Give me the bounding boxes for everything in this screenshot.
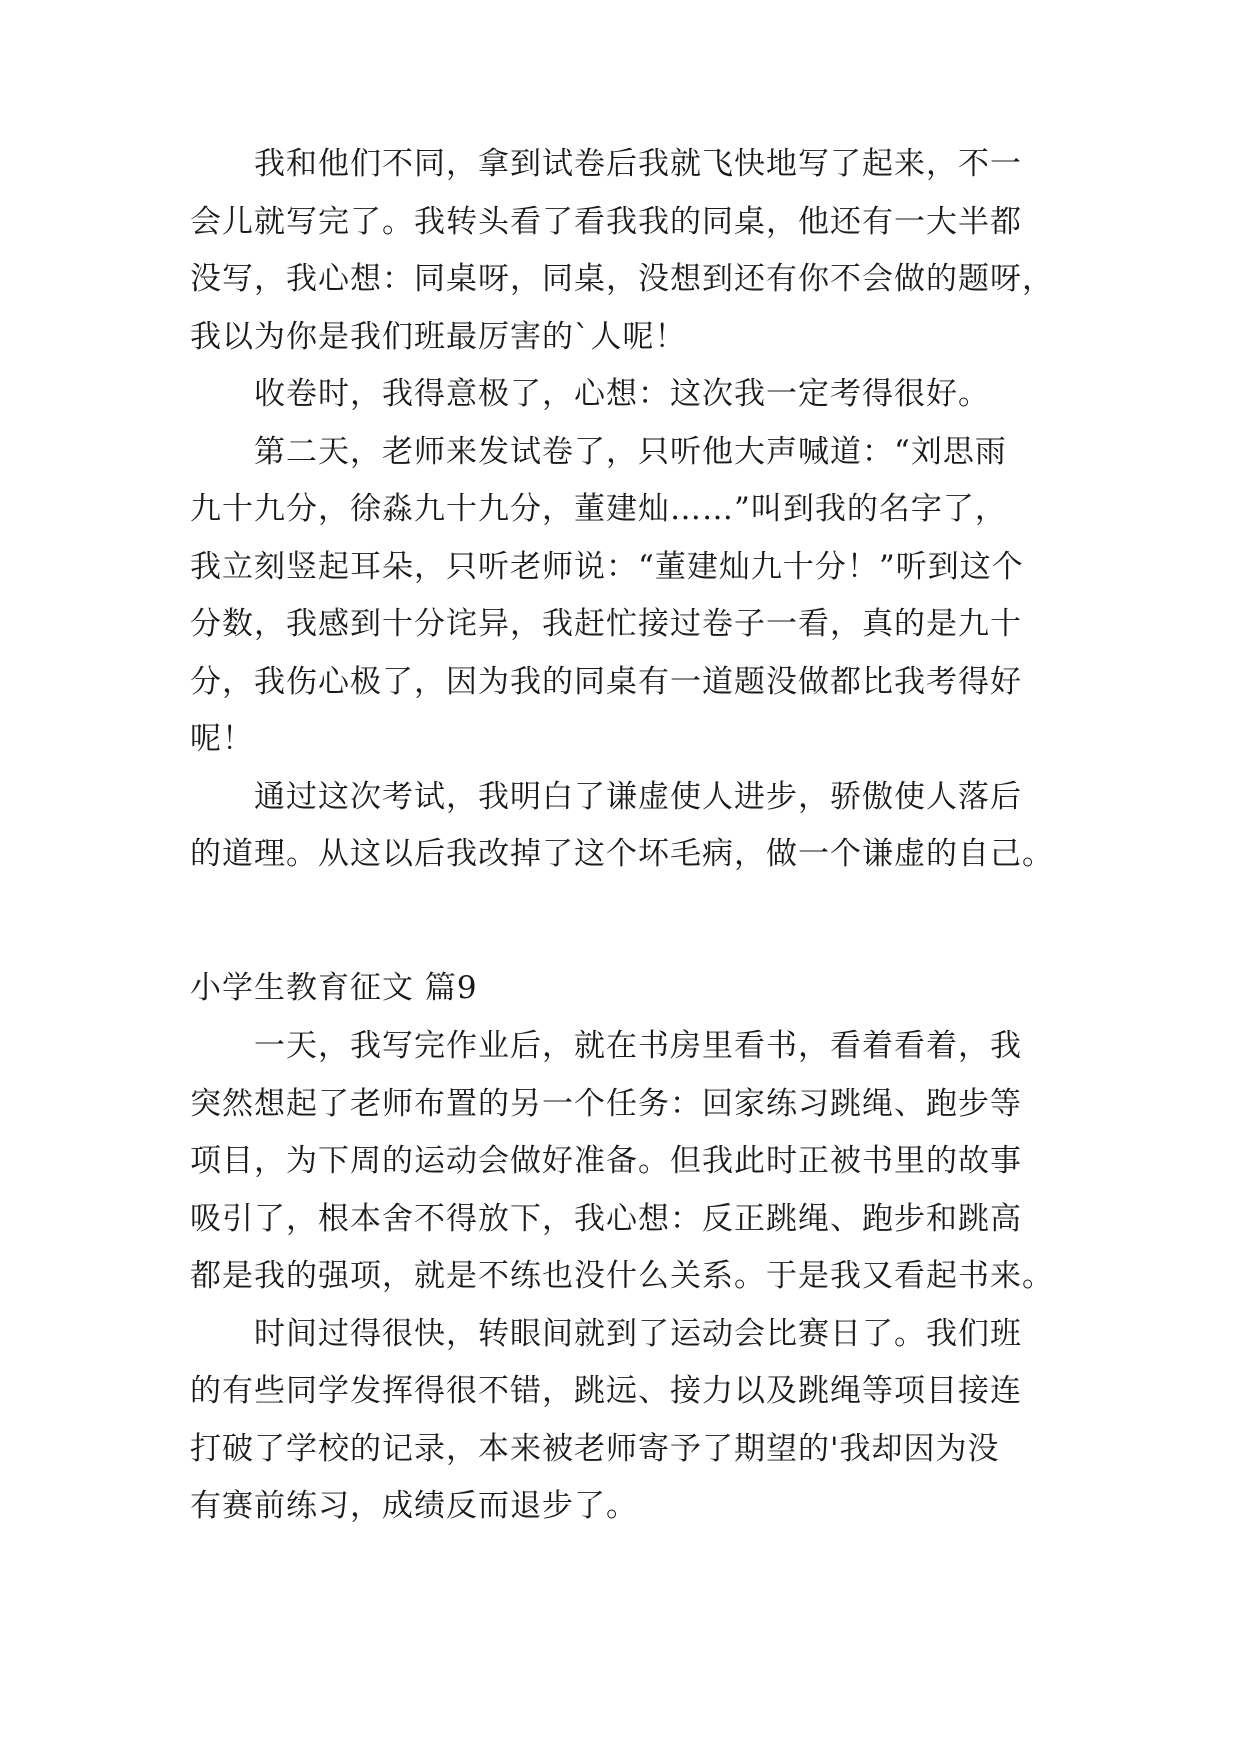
paragraph-line: 收卷时，我得意极了，心想：这次我一定考得很好。 — [254, 376, 990, 412]
paragraph-line: 的道理。从这以后我改掉了这个坏毛病，做一个谦虚的自己。 — [190, 836, 1054, 872]
paragraph-line: 呢！ — [190, 721, 254, 757]
paragraph-line: 打破了学校的记录，本来被老师寄予了期望的'我却因为没 — [190, 1430, 1000, 1467]
paragraph-line: 会儿就写完了。我转头看了看我我的同桌，他还有一大半都 — [190, 203, 1022, 240]
paragraph-line: 九十九分，徐淼九十九分，董建灿……”叫到我的名字了， — [190, 491, 1007, 527]
section-heading: 小学生教育征文 篇9 — [190, 970, 478, 1006]
paragraph-line: 通过这次考试，我明白了谦虚使人进步，骄傲使人落后 — [254, 778, 1022, 815]
paragraph-line: 项目，为下周的运动会做好准备。但我此时正被书里的故事 — [190, 1143, 1022, 1179]
paragraph-line: 都是我的强项，就是不练也没什么关系。于是我又看起书来。 — [190, 1258, 1054, 1294]
paragraph-line: 第二天，老师来发试卷了，只听他大声喊道：“刘思雨 — [254, 433, 1007, 470]
paragraph-line: 我以为你是我们班最厉害的`人呢！ — [190, 318, 687, 355]
paragraph-line: 分，我伤心极了，因为我的同桌有一道题没做都比我考得好 — [190, 663, 1022, 700]
paragraph-line: 吸引了，根本舍不得放下，我心想：反正跳绳、跑步和跳高 — [190, 1200, 1022, 1237]
paragraph-line: 的有些同学发挥得很不错，跳远、接力以及跳绳等项目接连 — [190, 1373, 1022, 1409]
paragraph-line: 分数，我感到十分诧异，我赶忙接过卷子一看，真的是九十 — [190, 606, 1022, 642]
paragraph-line: 有赛前练习，成绩反而退步了。 — [190, 1488, 638, 1524]
paragraph-line: 时间过得很快，转眼间就到了运动会比赛日了。我们班 — [254, 1315, 1022, 1352]
paragraph-line: 突然想起了老师布置的另一个任务：回家练习跳绳、跑步等 — [190, 1085, 1022, 1122]
section-a-text — [190, 136, 1090, 884]
paragraph-line: 没写，我心想：同桌呀，同桌，没想到还有你不会做的题呀， — [190, 261, 1054, 297]
paragraph-line: 一天，我写完作业后，就在书房里看书，看着看着，我 — [254, 1028, 1022, 1064]
section-b-text — [190, 1018, 1090, 1536]
paragraph-line: 我立刻竖起耳朵，只听老师说：“董建灿九十分！”听到这个 — [190, 548, 1024, 585]
paragraph-line: 我和他们不同，拿到试卷后我就飞快地写了起来，不一 — [254, 146, 1022, 182]
